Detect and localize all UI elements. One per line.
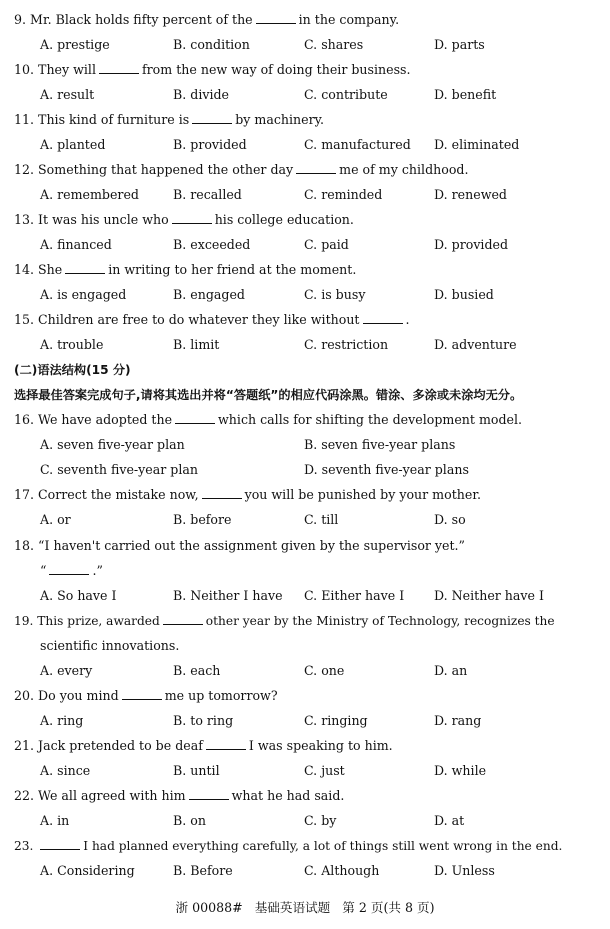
answer-blank bbox=[65, 262, 105, 274]
option-d: D. Neither have I bbox=[434, 588, 544, 603]
option-c: C. ringing bbox=[304, 713, 368, 728]
options-16-row2 bbox=[40, 462, 600, 478]
answer-blank bbox=[189, 788, 229, 800]
answer-blank bbox=[206, 738, 246, 750]
option-c: C. restriction bbox=[304, 337, 389, 352]
option-c: C. by bbox=[304, 813, 337, 828]
option-a: A. financed bbox=[40, 237, 112, 252]
option-d: D. Unless bbox=[434, 863, 495, 878]
option-a: A. result bbox=[40, 87, 95, 102]
option-b: B. before bbox=[173, 512, 232, 527]
section-instruction: 选择最佳答案完成句子,请将其选出并将“答题纸”的相应代码涂黑。错涂、多涂或未涂均无分。 bbox=[14, 388, 523, 402]
page-footer: 浙 00088# 基础英语试题 第 2 页(共 8 页) bbox=[175, 900, 435, 915]
option-b: B. condition bbox=[173, 37, 250, 52]
option-a: A. planted bbox=[40, 137, 106, 152]
option-c: C. is busy bbox=[304, 287, 366, 302]
option-b: B. Neither I have bbox=[173, 588, 283, 603]
answer-blank bbox=[49, 563, 89, 575]
option-d: D. busied bbox=[434, 287, 494, 302]
option-c: C. reminded bbox=[304, 187, 383, 202]
option-b: B. limit bbox=[173, 337, 220, 352]
answer-blank bbox=[296, 162, 336, 174]
question-19: 19. This prize, awarded other year by the Ministry of Technology, recognizes the bbox=[14, 614, 555, 628]
answer-blank bbox=[175, 412, 215, 424]
option-c: C. shares bbox=[304, 37, 364, 52]
option-b: B. each bbox=[173, 663, 221, 678]
options-16-row1 bbox=[40, 437, 600, 453]
question-18-response: “ .” bbox=[40, 563, 103, 578]
question-14: 14. She in writing to her friend at the moment. bbox=[14, 262, 357, 277]
question-18: 18. “I haven't carried out the assignment given by the supervisor yet.” bbox=[14, 538, 465, 553]
option-c: C. just bbox=[304, 763, 345, 778]
options-15 bbox=[40, 337, 600, 353]
option-d: D. at bbox=[434, 813, 465, 828]
option-b: B. seven five-year plans bbox=[304, 437, 456, 452]
option-d: D. benefit bbox=[434, 87, 497, 102]
option-a: A. since bbox=[40, 763, 91, 778]
option-a: A. or bbox=[40, 512, 71, 527]
options-10 bbox=[40, 87, 600, 103]
option-a: A. is engaged bbox=[40, 287, 127, 302]
answer-blank bbox=[99, 62, 139, 74]
option-c: C. manufactured bbox=[304, 137, 411, 152]
option-d: D. while bbox=[434, 763, 487, 778]
question-11: 11. This kind of furniture is by machinery. bbox=[14, 112, 325, 127]
answer-blank bbox=[202, 487, 242, 499]
option-b: B. divide bbox=[173, 87, 230, 102]
option-b: B. recalled bbox=[173, 187, 242, 202]
option-b: B. on bbox=[173, 813, 206, 828]
answer-blank bbox=[172, 212, 212, 224]
option-b: B. exceeded bbox=[173, 237, 251, 252]
option-c: C. Although bbox=[304, 863, 380, 878]
answer-blank bbox=[122, 688, 162, 700]
options-19 bbox=[40, 663, 600, 679]
option-a: A. Considering bbox=[40, 863, 135, 878]
options-17 bbox=[40, 512, 600, 528]
question-16: 16. We have adopted the which calls for shifting the development model. bbox=[14, 412, 523, 427]
answer-blank bbox=[192, 112, 232, 124]
option-a: A. trouble bbox=[40, 337, 104, 352]
question-10: 10. They will from the new way of doing their business. bbox=[14, 62, 411, 77]
question-15: 15. Children are free to do whatever they like without . bbox=[14, 312, 410, 327]
options-21 bbox=[40, 763, 600, 779]
option-d: D. parts bbox=[434, 37, 485, 52]
question-22: 22. We all agreed with him what he had said. bbox=[14, 788, 345, 803]
option-c: C. one bbox=[304, 663, 345, 678]
option-d: D. eliminated bbox=[434, 137, 520, 152]
option-c: C. seventh five-year plan bbox=[40, 462, 198, 477]
question-9: 9. Mr. Black holds fifty percent of the in the company. bbox=[14, 12, 400, 27]
option-d: D. renewed bbox=[434, 187, 507, 202]
question-21: 21. Jack pretended to be deaf I was speaking to him. bbox=[14, 738, 393, 753]
options-13 bbox=[40, 237, 600, 253]
question-17: 17. Correct the mistake now, you will be punished by your mother. bbox=[14, 487, 481, 502]
option-d: D. seventh five-year plans bbox=[304, 462, 469, 477]
option-c: C. till bbox=[304, 512, 339, 527]
question-12: 12. Something that happened the other day me of my childhood. bbox=[14, 162, 469, 177]
answer-blank bbox=[40, 838, 80, 850]
option-d: D. provided bbox=[434, 237, 509, 252]
options-12 bbox=[40, 187, 600, 203]
option-d: D. an bbox=[434, 663, 468, 678]
option-d: D. rang bbox=[434, 713, 482, 728]
option-a: A. prestige bbox=[40, 37, 110, 52]
option-c: C. contribute bbox=[304, 87, 388, 102]
option-a: A. So have I bbox=[40, 588, 117, 603]
option-b: B. engaged bbox=[173, 287, 245, 302]
question-20: 20. Do you mind me up tomorrow? bbox=[14, 688, 278, 703]
answer-blank bbox=[256, 12, 296, 24]
options-14 bbox=[40, 287, 600, 303]
option-b: B. to ring bbox=[173, 713, 234, 728]
section-title: (二)语法结构(15 分) bbox=[14, 363, 131, 377]
option-b: B. provided bbox=[173, 137, 247, 152]
answer-blank bbox=[163, 613, 203, 625]
option-a: A. every bbox=[40, 663, 93, 678]
option-c: C. paid bbox=[304, 237, 349, 252]
option-b: B. Before bbox=[173, 863, 233, 878]
options-18 bbox=[40, 588, 600, 604]
options-9 bbox=[40, 37, 600, 53]
answer-blank bbox=[363, 312, 403, 324]
option-b: B. until bbox=[173, 763, 220, 778]
options-23 bbox=[40, 863, 600, 879]
question-13: 13. It was his uncle who his college education. bbox=[14, 212, 354, 227]
options-22 bbox=[40, 813, 600, 829]
option-c: C. Either have I bbox=[304, 588, 405, 603]
option-a: A. in bbox=[40, 813, 70, 828]
option-a: A. ring bbox=[40, 713, 84, 728]
option-a: A. remembered bbox=[40, 187, 139, 202]
options-20 bbox=[40, 713, 600, 729]
question-23: 23. I had planned everything carefully, a lot of things still went wrong in the end. bbox=[14, 839, 563, 853]
question-19-continued: scientific innovations. bbox=[40, 638, 180, 653]
option-d: D. adventure bbox=[434, 337, 517, 352]
option-a: A. seven five-year plan bbox=[40, 437, 185, 452]
options-11 bbox=[40, 137, 600, 153]
option-d: D. so bbox=[434, 512, 466, 527]
